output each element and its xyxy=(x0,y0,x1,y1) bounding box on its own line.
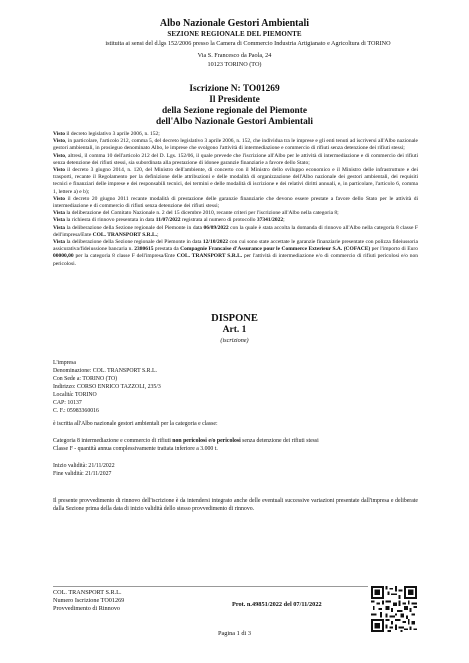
registration-number: Iscrizione N: TO01269 xyxy=(189,84,280,94)
org-name: Albo Nazionale Gestori Ambientali xyxy=(159,18,310,29)
company-denominazione: Denominazione: COL. TRANSPORT S.R.L. xyxy=(53,368,157,374)
categoria-block xyxy=(53,438,418,453)
preamble-item: Visto il decreto 3 giugno 2014, n. 120, del Ministro dell'ambiente, di concerto con il Ministro dello sviluppo economico e il Ministro delle infrastrutture e dei trasporti, recante il Regolamento per la definizione delle attribuzioni e delle modalità di organizzazione dell'Albo nazionale dei gestori ambientali, dei requisiti tecnici e finanziari delle imprese e dei responsabili tecnici, dei termini e delle modalità di iscrizione e dei relativi diritti annuali, e, in particolare, l'articolo 6, comma 1, lettere a) e b); xyxy=(53,167,418,195)
preamble-item: Vista la deliberazione della Sezione regionale del Piemonte in data 06/09/2022 con la quale è stata accolta la domanda di rinnovo all'Albo nella categoria 8 classe F dell'impresa/Ente COL. TRANSPORT S.R.L.; xyxy=(53,224,418,238)
title-albo: dell'Albo Nazionale Gestori Ambientali xyxy=(155,117,314,127)
preamble-item: Vista la deliberazione della Sezione regionale del Piemonte in data 12/10/2022 con cui sono state accettate le garanzie finanziarie presentate con polizza fideiussoria assicurativa/fideiussione bancaria n. 2380615 prestata da Compagnie Francaise d'Assurance pour le Commerce Exterieur S.A. (COFACE) per l'importo di Euro 00000,00 per la categoria 8 classe F dell'impresa/Ente COL. TRANSPORT S.R.L. per l'attività di intermediazione e/o di commercio di rifiuti pericolosi e/o non pericolosi. xyxy=(53,239,419,267)
footer-provvedimento: Provvedimento di Rinnovo xyxy=(53,605,121,613)
closing-paragraph: Il presente provvedimento di rinnovo dell'iscrizione è da intendersi integrato anche delle eventuali successive variazioni presentate dall'impresa e deliberate dalla Sezione prima della data di inizio validità dello stesso provvedimento di rinnovo. xyxy=(53,498,418,512)
footer-numero: Numero Iscrizione TO01269 xyxy=(53,597,125,605)
iscritta-line: è iscritta all'Albo nazionale gestori ambientali per la categoria e classe: xyxy=(53,421,218,427)
company-localita: Località: TORINO xyxy=(53,392,97,398)
dispone-heading: DISPONE xyxy=(211,313,258,324)
company-cf: C. F.: 05983360016 xyxy=(53,408,99,414)
article-subtitle: (iscrizione) xyxy=(220,337,249,344)
section-name: SEZIONE REGIONALE DEL PIEMONTE xyxy=(167,30,302,38)
company-sede: Con Sede a: TORINO (TO) xyxy=(53,376,118,382)
preamble-item: Visto il decreto legislativo 3 aprile 2006, n. 152; xyxy=(53,131,160,137)
article-heading: Art. 1 xyxy=(222,325,247,335)
address-line-2: 10123 TORINO (TO) xyxy=(207,61,262,68)
footer-info xyxy=(53,589,124,614)
footer-company: COL. TRANSPORT S.R.L. xyxy=(53,589,122,596)
company-cap: CAP: 10137 xyxy=(53,400,82,406)
protocol-number: Prot. n.49851/2022 del 07/11/2022 xyxy=(232,601,322,608)
footer-divider xyxy=(53,586,368,587)
address-line-1: Via S. Francesco da Paola, 24 xyxy=(197,52,272,59)
categoria-line: Categoria 8 intermediazione e commercio di rifiuti non pericolosi e/o pericolosi senza detenzione dei rifiuti stessi xyxy=(53,438,319,444)
instituted-line: istituita ai sensi del d.lgs 152/2006 presso la Camera di Commercio Industria Artigianato e Agricoltura di TORINO xyxy=(105,40,391,47)
company-indirizzo: Indirizzo: CORSO ENRICO TAZZOLI, 235/3 xyxy=(53,384,161,390)
preamble xyxy=(53,131,418,268)
qr-code-icon xyxy=(371,586,417,632)
page-number: Pagina 1 di 3 xyxy=(217,630,252,637)
validity-block xyxy=(53,463,418,478)
preamble-item: Visto, altresì, il comma 10 dell'articolo 212 del D. Lgs. 152/06, il quale prevede che l'iscrizione all'Albo per le attività di intermediazione e di commercio dei rifiuti senza detenzione dei rifiuti stessi, sia subordinata alla prestazione di idonee garanzie finanziarie a favore dello Stato; xyxy=(53,152,418,166)
preamble-item: Vista la richiesta di rinnovo presentata in data 11/07/2022 registrata al numero di protocollo 37341/2022; xyxy=(53,217,285,224)
company-details xyxy=(53,359,353,415)
preamble-item: Visto il decreto 20 giugno 2011 recante modalità di prestazione delle garanzie finanziarie che devono essere prestate a favore dello Stato per le attività di intermediazione e di commercio di rifiuti senza detenzione dei rifiuti stessi; xyxy=(53,195,418,210)
validity-end: Fine validità: 21/11/2027 xyxy=(53,470,112,477)
title-president: Il Presidente xyxy=(209,95,260,105)
title-section: della Sezione regionale del Piemonte xyxy=(161,106,308,116)
validity-start: Inizio validità: 21/11/2022 xyxy=(53,463,115,469)
classe-line: Classe F - quantità annua complessivamente trattata inferiore a 3.000 t. xyxy=(53,445,218,452)
preamble-item: Visto, in particolare, l'articolo 212, comma 5, del decreto legislativo 3 aprile 2006, n. 152, che individua tra le imprese e gli enti tenuti ad iscriversi all'Albo nazionale gestori ambientali, in prosieguo denominato Albo, le imprese che svolgono l'attività di intermediazione e commercio di rifiuti senza detenzione dei rifiuti stessi; xyxy=(53,138,418,152)
company-intro: L'impresa xyxy=(53,360,76,366)
preamble-item: Vista la deliberazione del Comitato Nazionale n. 2 del 15 dicembre 2010, recante criteri per l'iscrizione all'Albo nella categoria 8; xyxy=(53,210,339,217)
